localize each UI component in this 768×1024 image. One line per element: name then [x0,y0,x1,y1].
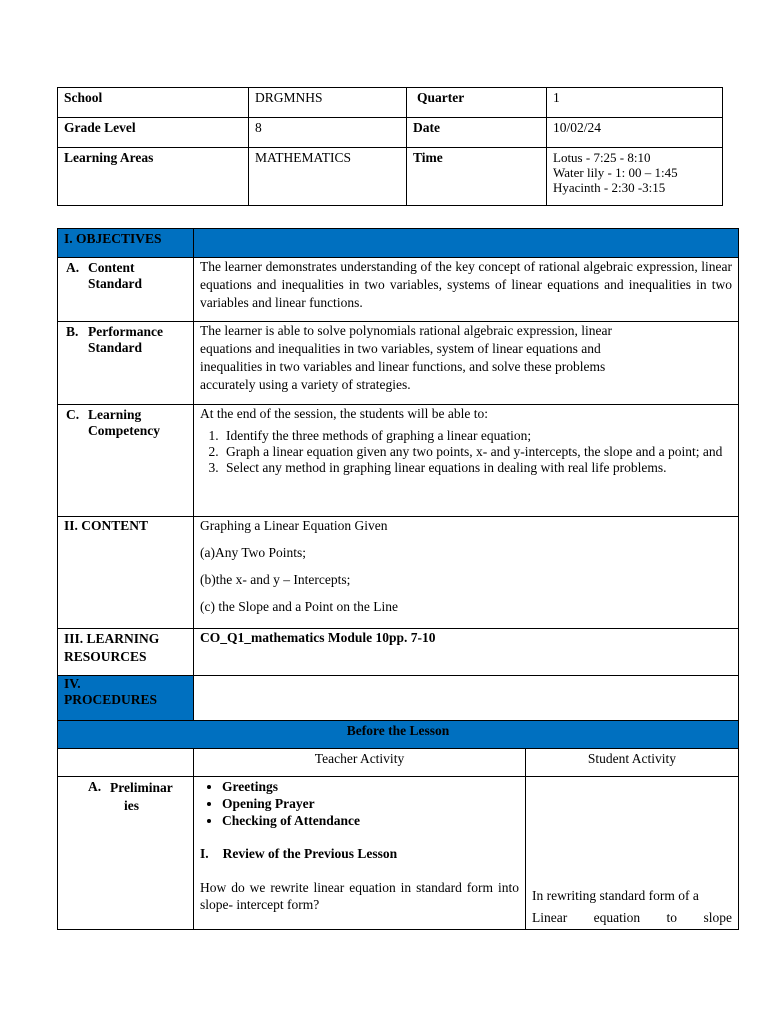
performance-line-4: accurately using a variety of strategies. [200,377,411,392]
content-standard-text: The learner demonstrates understanding of the key concept of rational algebraic expression, linear equations and inequalities in two variables, systems of linear equations and inequalities in two variables and linear functions. [194,258,739,322]
lesson-plan-table [57,228,739,930]
teacher-activity-cell [194,777,526,930]
procedures-empty [194,676,739,721]
time-line-water-lily: Water lily - 1: 00 – 1:45 [553,165,678,180]
content-line: (b)the x- and y – Intercepts; [200,572,351,587]
bullet-greetings: • Greetings [222,778,519,795]
student-activity-cell [526,777,739,930]
bullet-attendance: • Checking of Attendance [222,812,519,829]
content-cell [194,517,739,629]
procedures-row [58,676,739,721]
student-activity-header: Student Activity [526,749,739,777]
performance-line-2: equations and inequalities in two variables, system of linear equations and [200,341,601,356]
learning-competency-label-1: Learning [88,407,142,422]
review-title: Review of the Previous Lesson [222,846,398,861]
activity-header-empty [58,749,194,777]
answer-word: Linear [532,910,568,925]
content-line: Graphing a Linear Equation Given [200,518,388,533]
content-standard-label-1: Content [88,260,135,275]
competency-item: 3. Select any method in graphing linear equations in dealing with real life problems. [222,460,732,476]
grade-label: Grade Level [58,118,249,148]
header-row-school [58,88,723,118]
header-row-area [58,148,723,206]
time-label: Time [407,148,547,206]
preliminaries-label [58,777,194,930]
learning-area-label: Learning Areas [58,148,249,206]
review-heading [200,846,519,862]
learning-competency-cell [194,405,739,517]
competency-intro: At the end of the session, the students will be able to: [200,406,488,421]
competency-item: 2. Graph a linear equation given any two points, x- and y-intercepts, the slope and a point; and [222,444,732,460]
performance-standard-label-2: Standard [88,340,143,355]
competency-item: 1. Identify the three methods of graphing a linear equation; [222,428,732,444]
header-row-grade [58,118,723,148]
preliminaries-label-1: Preliminar [110,780,173,795]
student-answer [532,879,732,929]
performance-standard-text [194,322,739,405]
learning-competency-label-2: Competency [88,423,160,438]
resources-row [58,629,739,676]
content-line: (c) the Slope and a Point on the Line [200,599,398,614]
answer-word: slope [703,910,732,925]
school-value: DRGMNHS [249,88,407,118]
performance-standard-label [58,322,194,405]
activity-header-row [58,749,739,777]
school-label: School [58,88,249,118]
learning-competency-row [58,405,739,517]
answer-line-1: In rewriting standard form of a [532,888,699,903]
preliminaries-bullets [200,778,519,829]
procedures-heading-1: IV. [64,676,81,691]
content-standard-label-2: Standard [88,276,143,291]
answer-word: to [666,910,678,925]
date-value: 10/02/24 [547,118,723,148]
performance-standard-row [58,322,739,405]
performance-line-3: inequalities in two variables and linear functions, and solve these problems [200,359,606,374]
preliminaries-label-2: ies [124,798,139,813]
before-lesson-row [58,721,739,749]
performance-standard-label-1: Performance [88,324,163,339]
review-question: How do we rewrite linear equation in standard form into slope- intercept form? [200,880,519,912]
resources-heading-2: RESOURCES [64,649,147,664]
before-lesson-heading: Before the Lesson [58,721,739,749]
resources-heading [58,629,194,676]
content-standard-label [58,258,194,322]
content-line: (a)Any Two Points; [200,545,307,560]
answer-line-2 [532,907,732,929]
time-value [547,148,723,206]
objectives-row [58,229,739,258]
teacher-activity-header: Teacher Activity [194,749,526,777]
competency-list [200,428,732,476]
learning-competency-index: C. [66,407,80,422]
review-index: I. [200,846,209,861]
time-line-hyacinth: Hyacinth - 2:30 -3:15 [553,180,666,195]
objectives-heading-fill [194,229,739,258]
header-table [57,87,723,206]
procedures-heading-2: PROCEDURES [64,692,158,707]
preliminaries-row [58,777,739,930]
performance-line-1: The learner is able to solve polynomials rational algebraic expression, linear [200,323,612,338]
quarter-value: 1 [547,88,723,118]
answer-word: equation [593,910,641,925]
content-standard-row [58,258,739,322]
preliminaries-index: A. [88,779,102,794]
objectives-heading: I. OBJECTIVES [58,229,194,258]
content-heading: II. CONTENT [58,517,194,629]
time-line-lotus: Lotus - 7:25 - 8:10 [553,150,651,165]
date-label: Date [407,118,547,148]
learning-area-value: MATHEMATICS [249,148,407,206]
bullet-opening-prayer: • Opening Prayer [222,795,519,812]
quarter-label: Quarter [407,88,547,118]
content-row [58,517,739,629]
resources-heading-1: III. LEARNING [64,631,160,646]
procedures-heading [58,676,194,721]
content-standard-index: A. [66,260,80,275]
learning-competency-label [58,405,194,517]
resources-text: CO_Q1_mathematics Module 10pp. 7-10 [194,629,739,676]
performance-standard-index: B. [66,324,79,339]
grade-value: 8 [249,118,407,148]
